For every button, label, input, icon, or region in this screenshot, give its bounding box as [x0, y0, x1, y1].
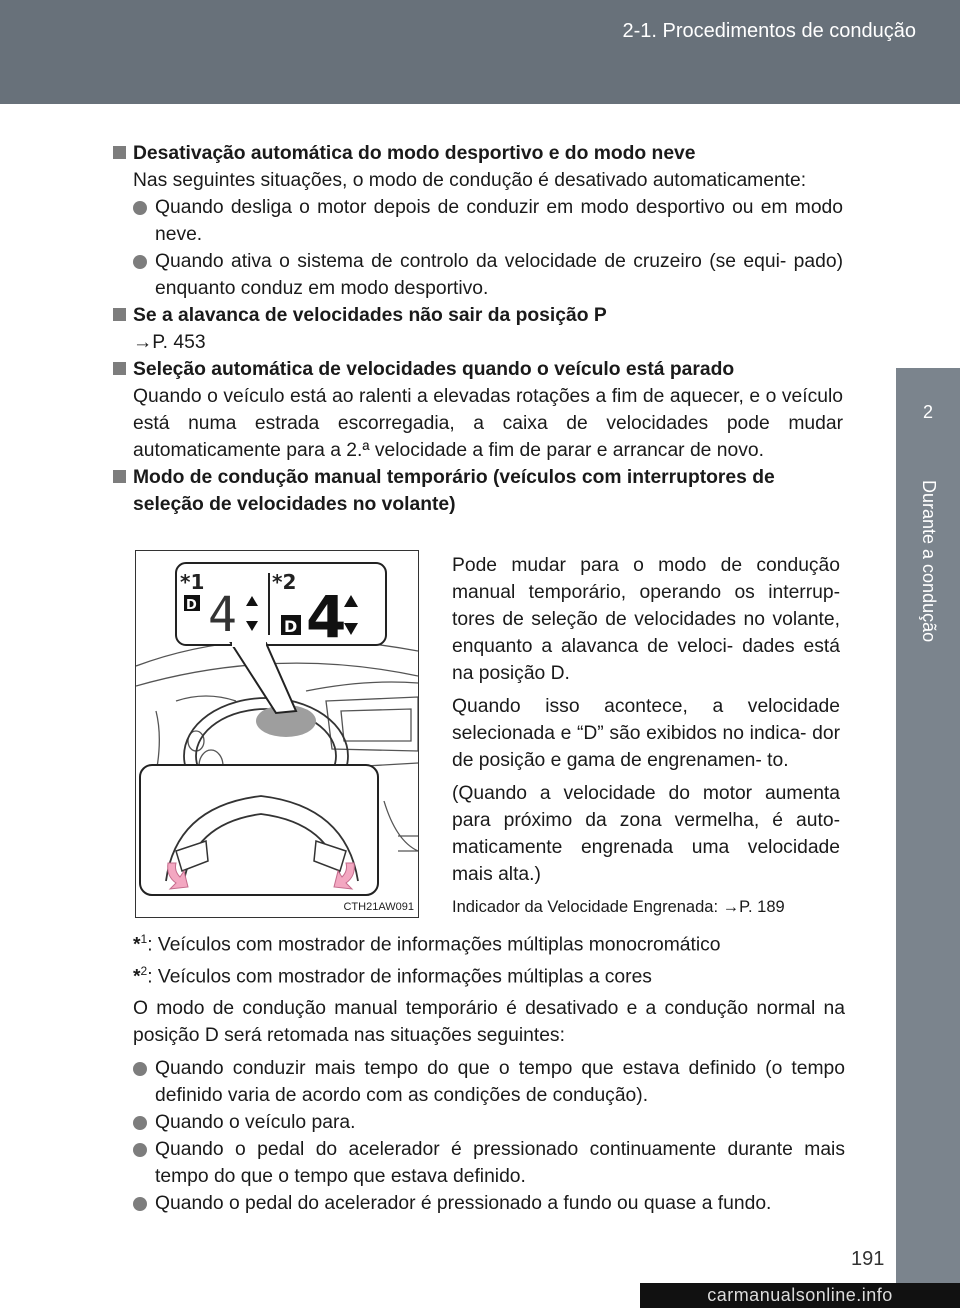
- section-header-title: 2-1. Procedimentos de condução: [622, 20, 916, 42]
- list-item: Quando o pedal do acelerador é pressionado continuamente durante mais tempo do que o tempo que estava definido.: [133, 1136, 845, 1190]
- paragraph: (Quando a velocidade do motor aumenta para próximo da zona vermelha, é auto- maticamente engrenada uma velocidade mais alta.): [452, 783, 840, 885]
- chapter-number: 2: [922, 402, 933, 422]
- circle-bullet-icon: [133, 255, 147, 269]
- side-tab-spacer: [896, 104, 960, 368]
- square-bullet-icon: [113, 308, 126, 321]
- list-item: Quando ativa o sistema de controlo da velocidade de cruzeiro (se equi- pado) enquanto conduz em modo desportivo.: [113, 248, 843, 302]
- footnote-mark-1: *1: [180, 570, 205, 594]
- gear-digit-small: 4: [208, 587, 237, 643]
- list-item: Quando conduzir mais tempo do que o tempo que estava definido (o tempo definido varia de acordo com as condições de condução).: [133, 1055, 845, 1109]
- page-reference: →P. 453: [133, 332, 206, 353]
- paragraph: Quando o veículo está ao ralenti a elevadas rotações a fim de aquecer, e o veículo está numa estrada escorregadia, a caixa de velocidades pode mudar automaticamente para a 2.ª velocidade a fim de parar e arrancar de novo.: [133, 386, 843, 461]
- paragraph: Pode mudar para o modo de condução manual temporário, operando os interrup- tores de seleção de velocidades no volante, enquanto a alavanca de veloci- dades está na posição D.: [452, 555, 840, 684]
- figure-side-text: [452, 552, 840, 927]
- page-number: 191: [851, 1248, 885, 1270]
- d-indicator-small: D: [186, 598, 197, 613]
- steering-wheel-illustration: [135, 550, 419, 918]
- circle-bullet-icon: [133, 1116, 147, 1130]
- section-heading: Modo de condução manual temporário (veículos com interruptores de seleção de velocidades no volante): [113, 464, 843, 518]
- section-heading: Seleção automática de velocidades quando o veículo está parado: [113, 356, 843, 383]
- main-content: [113, 140, 843, 518]
- illustration-svg: [136, 551, 418, 917]
- watermark-link[interactable]: carmanualsonline.info: [640, 1283, 960, 1308]
- circle-bullet-icon: [133, 1062, 147, 1076]
- square-bullet-icon: [113, 362, 126, 375]
- section-heading: Desativação automática do modo desportivo e do modo neve: [113, 140, 843, 167]
- circle-bullet-icon: [133, 1143, 147, 1157]
- figure-caption: CTH21AW091: [343, 901, 414, 913]
- paragraph: Nas seguintes situações, o modo de condução é desativado automaticamente:: [133, 170, 807, 191]
- footnote-2: *$^2$: Veículos com mostrador de informações múltiplas a cores: [133, 964, 652, 988]
- square-bullet-icon: [113, 470, 126, 483]
- circle-bullet-icon: [133, 201, 147, 215]
- footnotes-and-conditions: [133, 926, 845, 1217]
- header-band: [0, 0, 960, 104]
- paragraph: O modo de condução manual temporário é desativado e a condução normal na posição D será retomada nas situações seguintes:: [133, 997, 845, 1046]
- gear-digit-large: 4: [306, 583, 347, 651]
- list-item: Quando o veículo para.: [133, 1109, 845, 1136]
- list-item: Quando desliga o motor depois de conduzir em modo desportivo ou em modo neve.: [113, 194, 843, 248]
- footnote-mark-2: *2: [272, 570, 297, 594]
- circle-bullet-icon: [133, 1197, 147, 1211]
- chapter-title: Durante a condução: [919, 480, 939, 643]
- section-heading: Se a alavanca de velocidades não sair da posição P: [113, 302, 843, 329]
- list-item: Quando o pedal do acelerador é pressionado a fundo ou quase a fundo.: [133, 1190, 845, 1217]
- d-indicator-large: D: [284, 617, 298, 636]
- square-bullet-icon: [113, 146, 126, 159]
- page-reference: Indicador da Velocidade Engrenada: →P. 189: [452, 898, 785, 916]
- footnote-1: *$^1$: Veículos com mostrador de informações múltiplas monocromático: [133, 932, 721, 956]
- paragraph: Quando isso acontece, a velocidade selecionada e “D” são exibidos no indica- dor de posição e gama de engrenamen- to.: [452, 696, 840, 771]
